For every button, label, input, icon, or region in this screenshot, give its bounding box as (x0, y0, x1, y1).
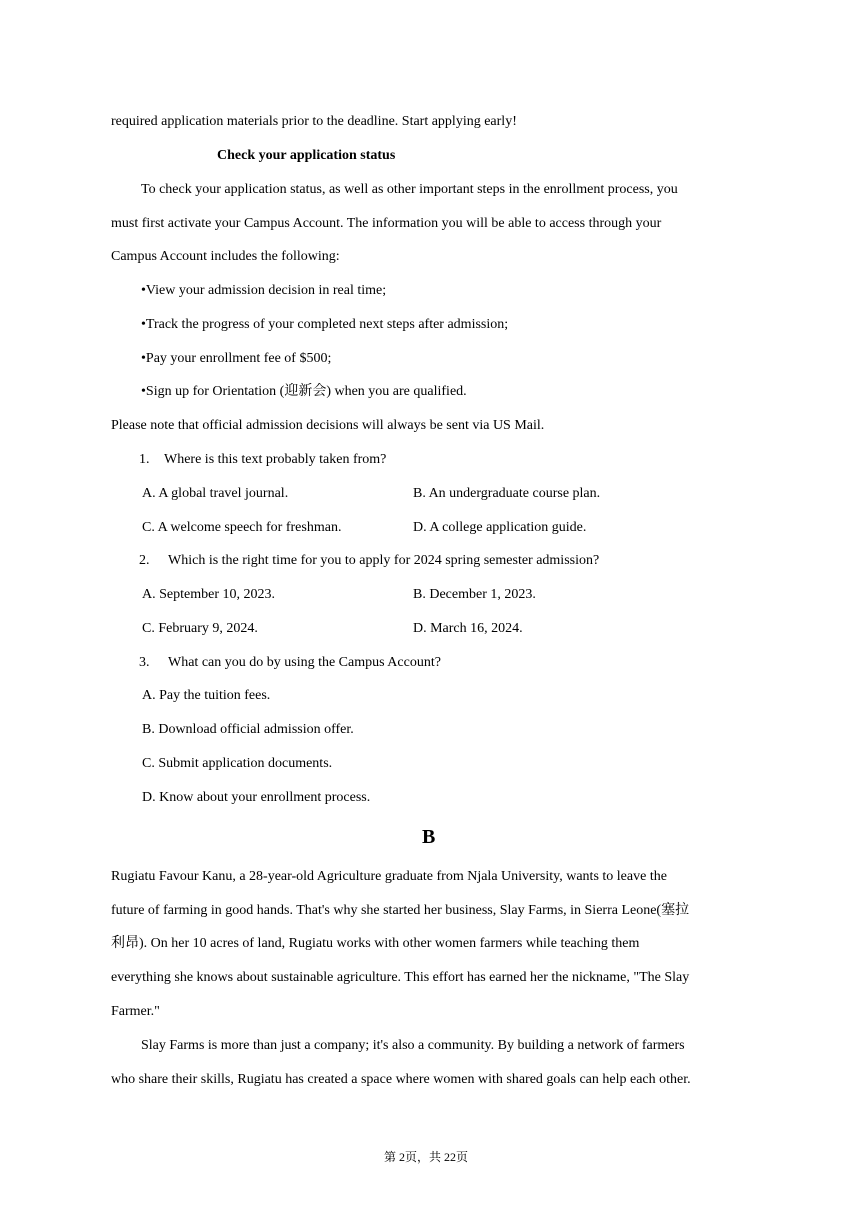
answer-option: D. Know about your enrollment process. (142, 790, 371, 805)
answer-option: D. A college application guide. (413, 520, 587, 535)
question-stem: Where is this text probably taken from? (164, 452, 387, 467)
passage-text-line: Rugiatu Favour Kanu, a 28-year-old Agriculture graduate from Njala University, wants to leave the (111, 869, 667, 884)
answer-option: B. Download official admission offer. (142, 722, 354, 737)
bullet-item: •Track the progress of your completed next steps after admission; (141, 317, 509, 332)
question-stem: Which is the right time for you to apply for 2024 spring semester admission? (168, 553, 600, 568)
note-text: Please note that official admission decisions will always be sent via US Mail. (111, 418, 545, 433)
section-b-heading: B (422, 826, 436, 848)
page-number-footer: 第 2页，共 22页 (384, 1150, 469, 1164)
section-heading: Check your application status (217, 148, 396, 163)
bullet-item: •View your admission decision in real time; (141, 283, 387, 298)
answer-option: B. An undergraduate course plan. (413, 486, 601, 501)
question-stem: What can you do by using the Campus Account? (168, 655, 441, 670)
passage-text-line: who share their skills, Rugiatu has created a space where women with shared goals can help each other. (111, 1072, 691, 1087)
question-number: 3. (139, 655, 150, 670)
passage-text-line: 利昂). On her 10 acres of land, Rugiatu works with other women farmers while teaching them (111, 936, 640, 951)
passage-text-line: required application materials prior to the deadline. Start applying early! (111, 114, 517, 129)
answer-option: C. A welcome speech for freshman. (142, 520, 342, 535)
answer-option: A. A global travel journal. (142, 486, 289, 501)
answer-option: A. September 10, 2023. (142, 587, 275, 602)
bullet-item: •Sign up for Orientation (迎新会) when you are qualified. (141, 384, 467, 399)
passage-text-line: Farmer." (111, 1004, 160, 1019)
answer-option: D. March 16, 2024. (413, 621, 523, 636)
bullet-item: •Pay your enrollment fee of $500; (141, 351, 332, 366)
answer-option: A. Pay the tuition fees. (142, 688, 271, 703)
answer-option: C. February 9, 2024. (142, 621, 258, 636)
question-number: 1. (139, 452, 150, 467)
question-number: 2. (139, 553, 150, 568)
passage-text-line: future of farming in good hands. That's why she started her business, Slay Farms, in Sierra Leone(塞拉 (111, 903, 690, 918)
answer-option: C. Submit application documents. (142, 756, 333, 771)
passage-text-line: must first activate your Campus Account. The information you will be able to access through your (111, 216, 662, 231)
answer-option: B. December 1, 2023. (413, 587, 536, 602)
passage-text-line: Campus Account includes the following: (111, 249, 340, 264)
passage-text-line: To check your application status, as well as other important steps in the enrollment process, you (141, 182, 678, 197)
passage-text-line: Slay Farms is more than just a company; it's also a community. By building a network of farmers (141, 1038, 685, 1053)
passage-text-line: everything she knows about sustainable agriculture. This effort has earned her the nickname, "The Slay (111, 970, 690, 985)
